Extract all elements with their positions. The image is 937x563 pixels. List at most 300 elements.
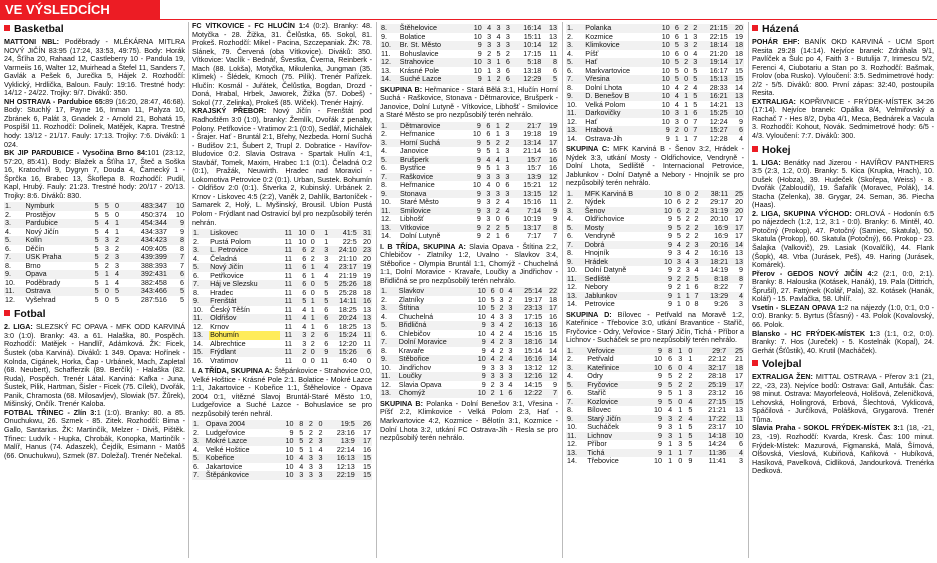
- paragraph-lead: KRAJSKÝ PŘEBOR:: [192, 106, 267, 116]
- stat-cell: 16:16: [513, 355, 543, 364]
- team-cell: Vítkovice: [399, 224, 466, 233]
- team-cell: Krnov: [210, 321, 229, 331]
- stat-cell: 10: [646, 364, 663, 373]
- rank-cell: 11.: [566, 432, 586, 441]
- stat-cell: 10: [472, 287, 487, 296]
- rank-cell: 12.: [567, 439, 577, 449]
- stat-cell: 4: [295, 454, 305, 463]
- article-paragraph: SKUPINA D: Bílovec - Petřvald na Moravě 1:2, Kateřinice - Třebovice 3:0, utkání Bravantice - Staříč, Fryčovice - Odry, Veřovice - Starý Jičín, Tichá - Příbor a Lichnov - Sucháček se pro nezpůsobilý terén nehrálo.: [566, 309, 744, 345]
- stat-cell: 2: [293, 348, 307, 357]
- stat-cell: 10: [656, 92, 671, 101]
- stat-cell: 8: [694, 299, 699, 309]
- stat-cell: 10: [477, 311, 486, 321]
- stat-cell: 1: [668, 456, 673, 466]
- stat-cell: 5: [89, 236, 99, 245]
- stat-cell: 9: [646, 381, 663, 390]
- stat-cell: 4: [490, 328, 495, 338]
- standings-table: [566, 347, 744, 466]
- stat-cell: 2: [673, 415, 683, 424]
- stat-cell: 9: [646, 415, 663, 424]
- team-cell: Ostrava: [24, 287, 89, 296]
- team-cell: Jindřichov: [398, 362, 432, 372]
- stat-cell: 3: [491, 190, 501, 199]
- stat-cell: 4: [505, 355, 514, 364]
- rank-cell: 10.: [5, 277, 15, 287]
- rank-cell: 14.: [567, 299, 577, 309]
- stat-cell: 6: [676, 197, 681, 207]
- paragraph-lead: SKUPINA C:: [566, 144, 610, 153]
- stat-cell: 5: [482, 139, 492, 148]
- stat-cell: 17:15: [523, 48, 542, 58]
- stat-cell: 11: [280, 297, 293, 306]
- paragraph-lead: 1. LIGA:: [752, 157, 781, 167]
- stat-cell: 2: [685, 231, 690, 241]
- stat-cell: 5: [104, 209, 109, 219]
- stat-cell: 2: [491, 224, 501, 233]
- stat-cell: 10: [727, 432, 744, 441]
- team-cell: Příbor: [587, 439, 607, 449]
- stat-cell: 1: [680, 109, 689, 118]
- team-cell: Hrádek: [584, 258, 658, 267]
- stat-cell: 3: [502, 24, 511, 33]
- stat-cell: 3: [499, 294, 504, 304]
- stat-cell: 2: [487, 389, 496, 398]
- paragraph-lead: I. A TŘÍDA, SKUPINA A:: [192, 366, 273, 376]
- standings-table: [380, 287, 558, 398]
- stat-cell: 1: [684, 133, 689, 143]
- stat-cell: 7: [168, 253, 185, 262]
- stat-cell: 3: [505, 31, 510, 41]
- stat-cell: 23:17: [708, 422, 727, 432]
- stat-cell: 11:41: [708, 456, 727, 466]
- paragraph-lead: POHÁR EHF:: [752, 37, 800, 46]
- stat-cell: 0: [673, 398, 683, 407]
- stat-cell: 4: [674, 82, 679, 92]
- team-cell: Štítina: [398, 304, 472, 313]
- stat-cell: 15:14: [524, 345, 543, 355]
- stat-cell: 16: [549, 311, 557, 321]
- stat-cell: 4: [505, 287, 514, 296]
- stat-cell: 4: [668, 405, 673, 415]
- stat-cell: 2: [685, 214, 690, 224]
- team-cell: Heřmanice: [400, 180, 435, 190]
- stat-cell: 9: [481, 345, 486, 355]
- stat-cell: 9: [667, 299, 672, 309]
- stat-cell: 6: [502, 58, 511, 67]
- team-cell: Nebory: [584, 282, 608, 292]
- team-cell: Chuchelná: [398, 311, 434, 321]
- stat-cell: 4: [491, 156, 501, 165]
- rank-cell: 1.: [380, 287, 398, 296]
- stat-cell: 16: [542, 156, 558, 165]
- stat-cell: 6: [673, 207, 682, 216]
- section-heading-football: Fotbal: [4, 308, 185, 321]
- stat-cell: 8: [542, 58, 558, 67]
- rank-cell: 16.: [193, 355, 203, 365]
- team-cell: Lichnov: [586, 432, 646, 441]
- stat-cell: 4: [110, 270, 120, 279]
- stat-cell: 6: [168, 270, 185, 279]
- stat-cell: 26: [356, 420, 372, 429]
- stat-cell: 3: [492, 41, 501, 50]
- stat-cell: 6: [487, 287, 496, 296]
- stat-cell: 2: [673, 275, 682, 284]
- stat-cell: 5: [94, 277, 99, 287]
- stat-cell: 21:20: [709, 48, 728, 58]
- stat-cell: 12: [549, 362, 557, 372]
- stat-cell: 2: [487, 48, 492, 58]
- team-cell: Strahovice: [399, 58, 467, 67]
- team-cell: Nymburk: [24, 202, 89, 211]
- stat-cell: 3: [110, 253, 120, 262]
- stat-cell: 9: [481, 362, 486, 372]
- stat-cell: 5: [671, 75, 680, 84]
- team-cell: Brušperk: [399, 156, 466, 165]
- stat-cell: 10: [658, 258, 673, 267]
- stat-cell: 17:22: [693, 415, 727, 424]
- stat-cell: 5: [94, 243, 99, 253]
- team-cell: Hnojník: [584, 248, 610, 258]
- stat-cell: 21: [735, 354, 743, 364]
- stat-cell: 9: [658, 388, 663, 398]
- team-cell: Jablunkov: [584, 292, 658, 301]
- rank-cell: 12.: [567, 282, 577, 292]
- column-football-regional: [192, 22, 372, 560]
- team-cell: Petřkovice: [210, 270, 244, 280]
- stat-cell: 9: [466, 156, 482, 165]
- rank-cell: 6.: [381, 163, 387, 173]
- team-cell: Br. St. Město: [399, 41, 467, 50]
- stat-cell: 12:24: [709, 116, 728, 126]
- stat-cell: 3: [482, 207, 492, 216]
- stat-cell: 25:14: [513, 287, 543, 296]
- stat-cell: 2: [673, 381, 683, 390]
- stat-cell: 20: [729, 207, 744, 216]
- stat-cell: 2: [680, 24, 689, 33]
- stat-cell: 41:5: [329, 229, 357, 238]
- article-paragraph: 1. LIGA: Benátky nad Jizerou - HAVÍŘOV PANTHERS 3:5 (2:3, 1:2, 0:0). Branky: 5. Kica (Krupka, Hrach), 10. Dušek (Hobza), 39. Hudeček (Skořepa, Weiss) - 8. Dvořák (Zabloudil), 19. Šafařík (Moravec, Polák), 14. Stacha (Zelenka), 38. Grygar, 24. Seman, 36. Piecha (Haas).: [752, 157, 934, 210]
- stat-cell: 5: [674, 65, 679, 75]
- team-cell: Bohuslavice: [399, 48, 439, 58]
- stat-cell: 5: [671, 41, 680, 50]
- stat-cell: 11: [284, 253, 293, 263]
- stat-cell: 5: [688, 439, 693, 449]
- stat-cell: 3: [496, 65, 501, 75]
- stat-cell: 5: [693, 65, 698, 75]
- stat-cell: 10: [298, 236, 307, 246]
- article-paragraph: FC VÍTKOVICE - FC HLUČÍN 1:4 (0:2). Branky: 48. Motyčka - 28. Žižka, 31. Čelůstka, 65. Sokol, 81. Prokeš. Rozhodčí: Mikel - Pacina, Szczepaniak. ŽK: 78. Slánek, 79. Červená (oba Vítkovice). Diváků: 350. Vítkovice: Vaclík - Bednář, Švestka, Čverna, Reinberk - Mach (88. Lokša), Motyčka, Mikulenka, Jungman (35. Klimek) - Šlédek, Kmoch (75. Pilík). Trenér Pařízek. Hlučín: Kosmál - Juřátek, Čelůstka, Bogdan, Drozd - Doná, Hrabal, Hrbek, Jaworek, Žižka (57. Dobeš) - Sokol (77. Zelinka), Prokeš (85. Wiček). Trenér Hajný.: [192, 22, 372, 107]
- stat-cell: 3: [505, 372, 514, 381]
- stat-cell: 7: [693, 116, 698, 126]
- rank-cell: 12.: [381, 379, 391, 389]
- team-cell: Kolín: [24, 236, 89, 245]
- rank-cell: 10.: [567, 422, 577, 432]
- stat-cell: 2: [308, 427, 313, 437]
- stat-cell: 3: [508, 311, 513, 321]
- article-paragraph: MATTONI NBL: Poděbrady - MLÉKÁRNA MITLRA NOVÝ JIČÍN 83:95 (17:24, 33:53, 49:75). Body: Horák 24, Šťíha 20, Rahaad 12, Castleberry 10 - Pandula 19, Varmeiis 16, Walter 12, Muirhead a Štefel 11, Sanders 7, Gavlák a Pešek 6, Jurečka 5, Hájek 2. Rozhodčí: Vyklický, Hrdlička, Baloun. Fauly: 19:16. Trestné hody: 14/12 - 24/22. Trojky: 9/7. Diváků: 350.: [4, 37, 185, 98]
- stat-cell: 18:14: [698, 41, 728, 50]
- stat-cell: 4: [674, 99, 679, 109]
- header-rule: [0, 19, 937, 20]
- stat-cell: 2: [694, 231, 699, 241]
- rank-cell: 2.: [567, 354, 573, 364]
- stat-cell: 10: [472, 304, 487, 313]
- stat-cell: 10: [661, 82, 670, 92]
- rank-cell: 8.: [381, 180, 387, 190]
- stat-cell: 10: [656, 75, 671, 84]
- stat-cell: 10: [472, 129, 481, 139]
- stat-cell: 0: [302, 355, 307, 365]
- rank-cell: 15.: [192, 348, 209, 357]
- rank-cell: 4.: [567, 48, 573, 58]
- stat-cell: 4: [490, 311, 495, 321]
- paragraph-lead: 2. LIGA:: [4, 322, 33, 332]
- article-paragraph: Vsetín - SLEZAN OPAVA 1:2 na nájezdy (1:0, 0:1, 0:0 - 0:0). Branky: 5. Byrtus (Šťasný) - 43. Polok (Kovalovský, 66. Polok.: [752, 302, 934, 329]
- rank-cell: 3.: [192, 246, 209, 255]
- rank-cell: 14.: [380, 75, 399, 84]
- team-cell: Dobrá: [584, 241, 658, 250]
- stat-cell: 3: [316, 246, 329, 255]
- stat-cell: 9: [476, 163, 481, 173]
- stat-cell: 0: [110, 202, 120, 211]
- stat-cell: 16: [543, 321, 558, 330]
- team-cell: Vratimov: [210, 355, 239, 365]
- team-cell: Opava 2004: [205, 420, 278, 429]
- stat-cell: 11: [280, 246, 293, 255]
- stat-cell: 11: [280, 331, 293, 340]
- stat-cell: 4: [693, 82, 698, 92]
- stat-cell: 9: [739, 116, 743, 126]
- stat-cell: 0: [310, 287, 315, 297]
- stat-cell: 4: [486, 180, 491, 190]
- stat-cell: 19:18: [523, 129, 542, 139]
- stat-cell: 2: [495, 197, 500, 207]
- stat-cell: 0: [307, 348, 316, 357]
- stat-cell: 14:15: [524, 379, 543, 389]
- stat-cell: 19:5: [324, 420, 356, 429]
- stat-cell: 32:17: [693, 364, 727, 373]
- rank-cell: 1.: [192, 420, 205, 429]
- stat-cell: 10: [472, 389, 487, 398]
- stat-cell: 5: [671, 58, 680, 67]
- rank-cell: 4.: [567, 214, 573, 224]
- stat-cell: 19: [358, 263, 372, 272]
- stat-cell: 5: [668, 388, 673, 398]
- stat-cell: 388:393: [140, 260, 167, 270]
- paragraph-lead: FC VÍTKOVICE - FC HLUČÍN 1:: [192, 22, 306, 30]
- stat-cell: 2: [491, 207, 501, 216]
- team-cell: Hať: [584, 58, 655, 67]
- stat-cell: 0: [673, 364, 683, 373]
- stat-cell: 0: [104, 294, 109, 304]
- stat-cell: 1: [491, 122, 501, 131]
- rank-cell: 2.: [381, 129, 387, 139]
- team-cell: Tichá: [586, 449, 646, 458]
- stat-cell: 5:18: [511, 58, 542, 67]
- stat-cell: 5: [293, 297, 307, 306]
- rank-cell: 6.: [193, 270, 199, 280]
- table-row: [566, 300, 744, 309]
- standings-table: [4, 202, 185, 304]
- stat-cell: 3: [490, 362, 495, 372]
- stat-cell: 3: [501, 190, 511, 199]
- stat-cell: 382:458: [140, 277, 167, 287]
- team-cell: Čeladná: [210, 253, 237, 263]
- team-cell: Hať: [585, 116, 598, 126]
- stat-cell: 5: [89, 270, 99, 279]
- stat-cell: 5: [94, 209, 99, 219]
- stat-cell: 2: [685, 197, 690, 207]
- stat-cell: 16:13: [324, 454, 356, 463]
- stat-cell: 11: [280, 229, 293, 238]
- paragraph-lead: FOTBAL TŘINEC - Zlín 3:: [4, 407, 97, 417]
- stat-cell: 392:431: [120, 270, 168, 279]
- stat-cell: 3: [678, 439, 683, 449]
- stat-cell: 25:19: [693, 381, 727, 390]
- section-heading-volleyball: Volejbal: [752, 358, 934, 371]
- stat-cell: 9: [466, 207, 482, 216]
- stat-cell: 4: [293, 314, 307, 323]
- team-cell: Nový Jičín: [25, 226, 59, 236]
- stat-cell: 16: [363, 444, 371, 454]
- stat-cell: 9: [646, 347, 663, 356]
- stat-cell: 4: [496, 321, 505, 330]
- rank-cell: 3.: [380, 304, 398, 313]
- stat-cell: 23:12: [708, 388, 727, 398]
- rank-cell: 6.: [567, 231, 573, 241]
- rank-cell: 9.: [566, 92, 584, 101]
- stat-cell: 2: [508, 294, 513, 304]
- stat-cell: 13:29: [700, 292, 730, 301]
- stat-cell: 3: [499, 379, 504, 389]
- stat-cell: 2: [691, 190, 700, 199]
- stat-cell: 23:17: [329, 263, 357, 272]
- rank-cell: 6.: [567, 388, 573, 398]
- column-basketball-football: [4, 22, 185, 560]
- stat-cell: 18:16: [513, 338, 543, 347]
- stat-cell: 25: [729, 190, 744, 199]
- stat-cell: 3: [688, 388, 693, 398]
- stat-cell: 13: [729, 258, 744, 267]
- rank-cell: 7.: [380, 338, 398, 347]
- stat-cell: 13: [363, 321, 371, 331]
- stat-cell: 20:24: [329, 314, 357, 323]
- stat-cell: 22:12: [708, 354, 727, 364]
- stat-cell: 1: [678, 422, 683, 432]
- stat-cell: 2: [684, 82, 689, 92]
- stat-cell: 10: [472, 355, 487, 364]
- stat-cell: 5: [496, 48, 501, 58]
- stat-cell: 15: [356, 454, 372, 463]
- stat-cell: 24:10: [329, 246, 357, 255]
- stat-cell: 6: [674, 31, 679, 41]
- stat-cell: 0: [496, 287, 505, 296]
- stat-cell: 6: [739, 439, 743, 449]
- rank-cell: 3.: [192, 437, 205, 446]
- stat-cell: 1: [492, 58, 501, 67]
- stat-cell: 0: [307, 229, 316, 238]
- stat-cell: 9: [646, 432, 663, 441]
- paragraph-lead: Vsetín - SLEZAN OPAVA 1:: [752, 302, 845, 312]
- stat-cell: 9: [466, 122, 482, 131]
- rank-cell: 12.: [5, 294, 15, 304]
- paragraph-lead: SKUPINA B:: [380, 398, 423, 408]
- team-cell: Pardubice: [24, 219, 89, 228]
- stat-cell: 3: [318, 461, 323, 471]
- stat-cell: 5: [676, 231, 681, 241]
- paragraph-lead: Slavia Praha - SOKOL FRÝDEK-MÍSTEK 3:: [752, 423, 900, 433]
- stat-cell: 9: [466, 139, 482, 148]
- stat-cell: 4: [739, 133, 743, 143]
- stat-cell: 1: [316, 229, 329, 238]
- team-cell: Bohumín: [209, 331, 280, 340]
- rank-cell: 1.: [192, 229, 209, 238]
- stat-cell: 20: [735, 197, 743, 207]
- stat-cell: 3: [685, 265, 690, 275]
- stat-cell: 9: [466, 173, 482, 182]
- stat-cell: 16:17: [709, 65, 728, 75]
- rank-cell: 8.: [567, 248, 573, 258]
- rank-cell: 6.: [381, 328, 387, 338]
- team-cell: Oldřichovice: [584, 214, 625, 224]
- stat-cell: 14: [543, 355, 558, 364]
- stat-cell: 14:24: [708, 439, 727, 449]
- stat-cell: 6: [505, 214, 510, 224]
- stat-cell: 0: [367, 355, 371, 365]
- stat-cell: 13:14: [510, 139, 542, 148]
- stat-cell: 14: [729, 241, 744, 250]
- stat-cell: 2: [671, 126, 680, 135]
- team-cell: Darkovičky: [584, 109, 655, 118]
- stat-cell: 15: [549, 328, 557, 338]
- stat-cell: 1: [685, 282, 690, 292]
- stat-cell: 1: [310, 270, 315, 280]
- stat-cell: 9: [476, 231, 481, 241]
- team-cell: Stonava: [399, 190, 466, 199]
- rank-cell: 2.: [5, 209, 11, 219]
- rank-cell: 5.: [566, 381, 586, 390]
- team-cell: Vyšehrad: [25, 294, 56, 304]
- stat-cell: 9: [472, 338, 487, 347]
- stat-cell: 20: [363, 253, 371, 263]
- stat-cell: 9: [658, 371, 663, 381]
- team-cell: Velká Polom: [585, 99, 626, 109]
- stat-cell: 2: [499, 328, 504, 338]
- stat-cell: 5: [100, 202, 110, 211]
- stat-cell: 17: [542, 139, 558, 148]
- stat-cell: 4: [487, 355, 496, 364]
- stat-cell: 1: [307, 314, 316, 323]
- stat-cell: 2: [694, 214, 699, 224]
- stat-cell: 2: [104, 260, 109, 270]
- stat-cell: 9: [658, 422, 663, 432]
- stat-cell: 12: [543, 372, 558, 381]
- stat-cell: 3: [501, 173, 511, 182]
- rank-cell: 4.: [381, 311, 387, 321]
- stat-cell: 6: [505, 389, 514, 398]
- stat-cell: 9: [472, 321, 487, 330]
- stat-cell: 13: [549, 31, 557, 41]
- standings-table: [566, 24, 744, 143]
- rank-cell: 10.: [380, 41, 399, 50]
- stat-cell: 287:516: [140, 294, 167, 304]
- stat-cell: 10: [654, 354, 663, 364]
- stat-cell: 7: [683, 449, 693, 458]
- stat-cell: 10: [278, 420, 294, 429]
- stat-cell: 5: [542, 75, 558, 84]
- stat-cell: 8: [663, 347, 673, 356]
- rank-cell: 13.: [380, 224, 399, 233]
